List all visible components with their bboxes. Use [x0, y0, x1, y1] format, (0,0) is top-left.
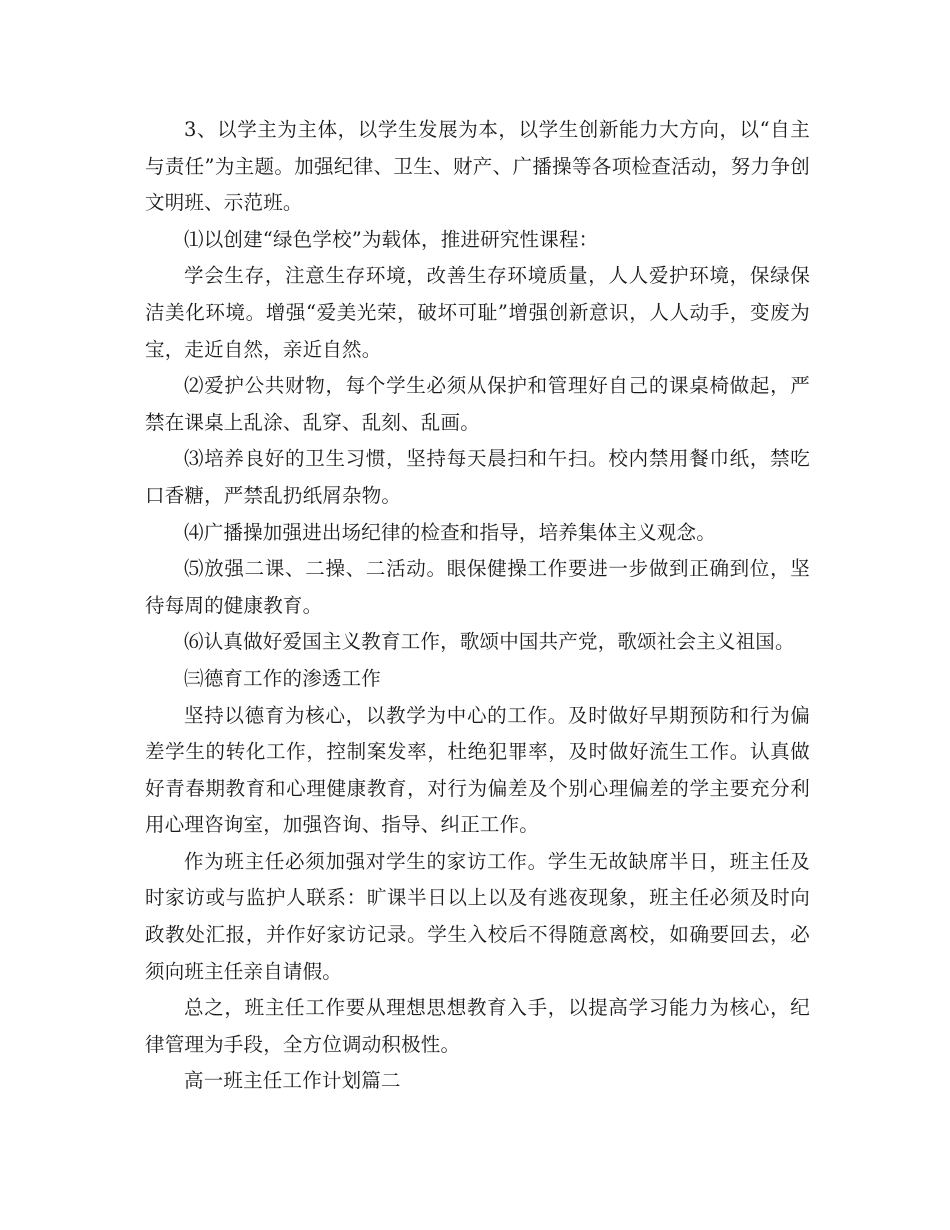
- paragraph-4: ⑵爱护公共财物，每个学生必须从保护和管理好自己的课桌椅做起，严禁在课桌上乱涂、乱穿、乱刻、乱画。: [145, 374, 810, 434]
- paragraph-6: ⑷广播操加强进出场纪律的检查和指导，培养集体主义观念。: [184, 520, 716, 544]
- paragraph-5: ⑶培养良好的卫生习惯，坚持每天晨扫和午扫。校内禁用餐巾纸，禁吃口香糖，严禁乱扔纸屑杂物。: [145, 447, 810, 507]
- paragraph-10: 坚持以德育为核心，以教学为中心的工作。及时做好早期预防和行为偏差学生的转化工作，控制案发率，杜绝犯罪率，及时做好流生工作。认真做好青春期教育和心理健康教育，对行为偏差及个别心理偏差的学主要充分利用心理咨询室，加强咨询、指导、纠正工作。: [145, 703, 810, 837]
- paragraph-1: 3、以学主为主体，以学生发展为本，以学生创新能力大方向，以“自主与责任”为主题。加强纪律、卫生、财产、广播操等各项检查活动，努力争创文明班、示范班。: [145, 118, 810, 215]
- document-body: [145, 112, 810, 1100]
- paragraph-11: 作为班主任必须加强对学生的家访工作。学生无故缺席半日，班主任及时家访或与监护人联系：旷课半日以上以及有逃夜现象，班主任必须及时向政教处汇报，并作好家访记录。学生入校后不得随意离校，如确要回去，必须向班主任亲自请假。: [145, 849, 810, 983]
- section-heading: ㈢德育工作的渗透工作: [184, 666, 382, 690]
- next-section-title: 高一班主任工作计划篇二: [184, 1069, 401, 1093]
- paragraph-2: ⑴以创建“绿色学校”为载体，推进研究性课程：: [184, 227, 599, 251]
- paragraph-8: ⑹认真做好爱国主义教育工作，歌颂中国共产党，歌颂社会主义祖国。: [184, 630, 795, 654]
- paragraph-3: 学会生存，注意生存环境，改善生存环境质量，人人爱护环境，保绿保洁美化环境。增强“爱美光荣，破坏可耻”增强创新意识，人人动手，变废为宝，走近自然，亲近自然。: [145, 264, 810, 361]
- paragraph-7: ⑸放强二课、二操、二活动。眼保健操工作要进一步做到正确到位，坚待每周的健康教育。: [145, 557, 810, 617]
- paragraph-12: 总之，班主任工作要从理想思想教育入手，以提高学习能力为核心，纪律管理为手段，全方位调动积极性。: [145, 996, 810, 1056]
